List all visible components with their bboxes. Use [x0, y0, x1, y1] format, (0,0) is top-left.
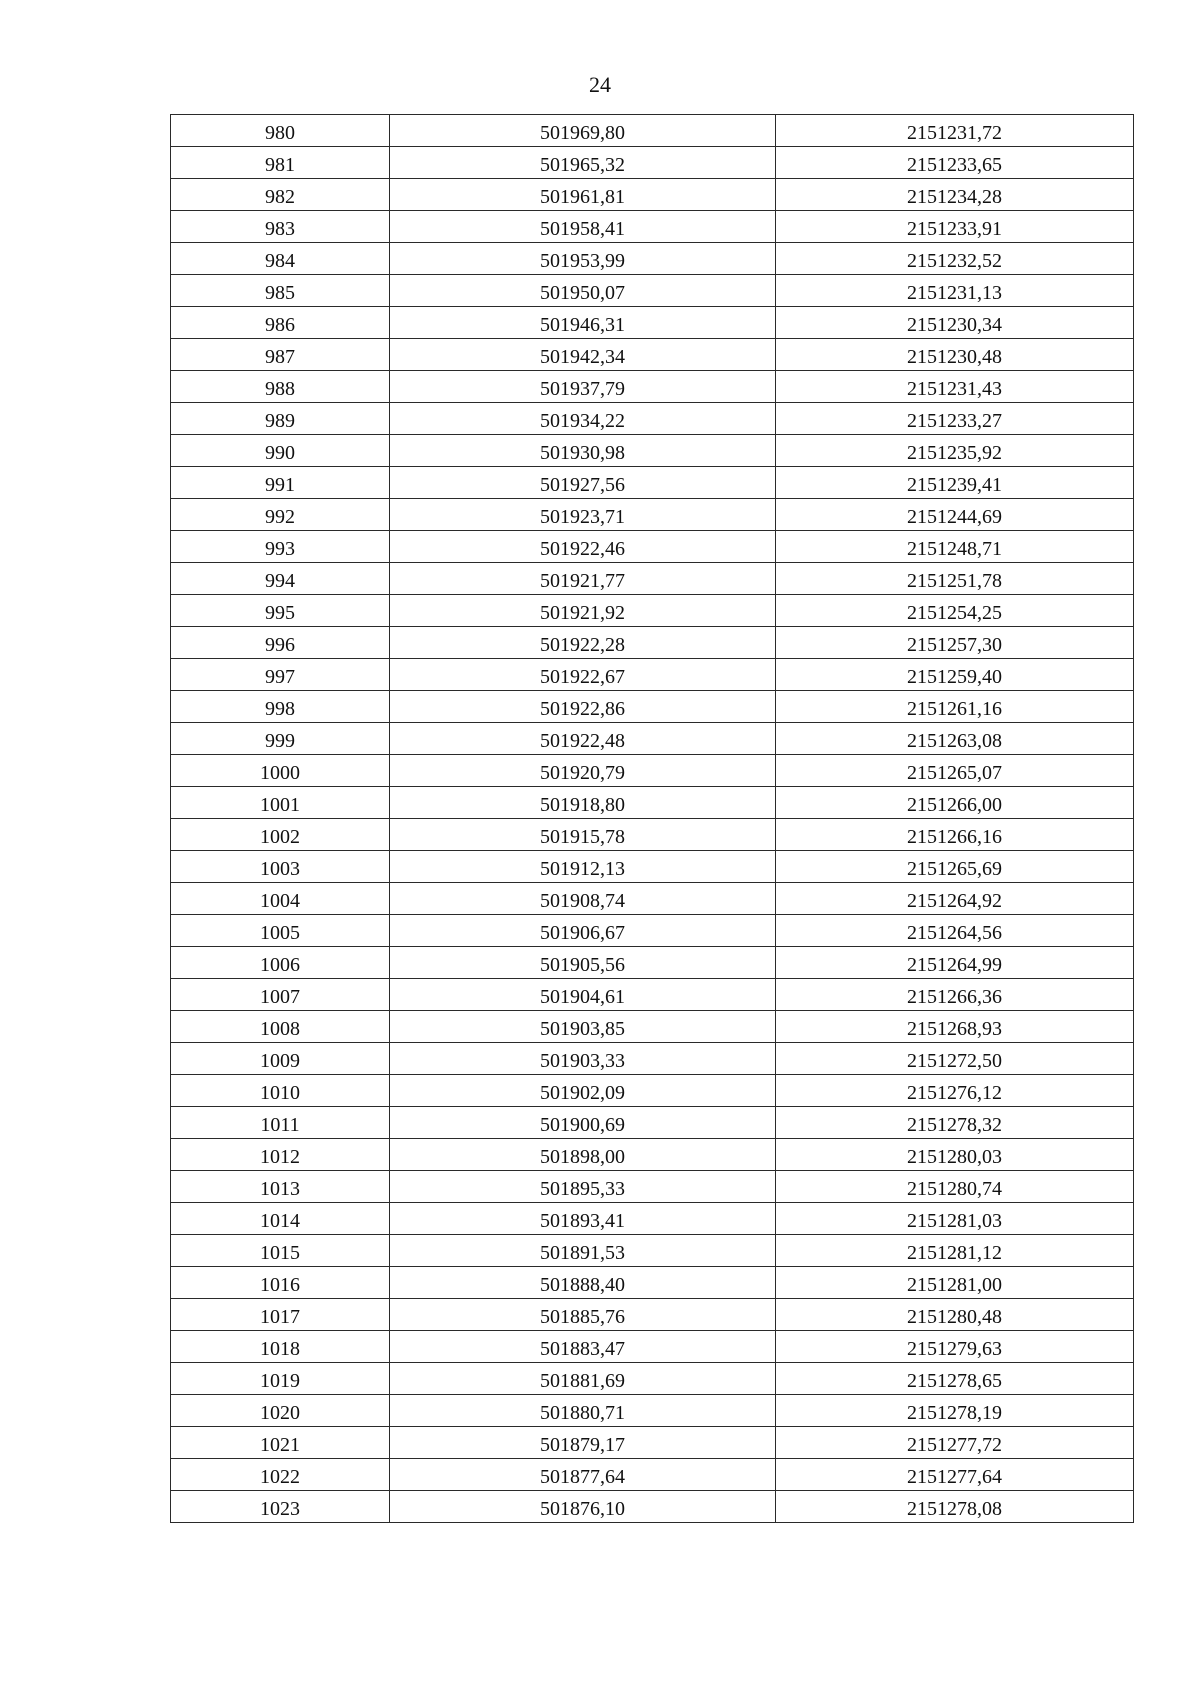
y-coordinate-cell: 2151231,43 [776, 371, 1134, 403]
y-coordinate-cell: 2151280,74 [776, 1171, 1134, 1203]
point-number-cell: 1005 [171, 915, 390, 947]
table-row [171, 563, 1134, 595]
x-coordinate-cell: 501888,40 [390, 1267, 776, 1299]
y-coordinate-cell: 2151264,92 [776, 883, 1134, 915]
y-coordinate-cell: 2151268,93 [776, 1011, 1134, 1043]
x-coordinate-cell: 501877,64 [390, 1459, 776, 1491]
x-coordinate-cell: 501930,98 [390, 435, 776, 467]
point-number-cell: 998 [171, 691, 390, 723]
point-number-cell: 988 [171, 371, 390, 403]
x-coordinate-cell: 501908,74 [390, 883, 776, 915]
table-row [171, 1267, 1134, 1299]
x-coordinate-cell: 501923,71 [390, 499, 776, 531]
point-number-cell: 994 [171, 563, 390, 595]
x-coordinate-cell: 501953,99 [390, 243, 776, 275]
y-coordinate-cell: 2151265,69 [776, 851, 1134, 883]
y-coordinate-cell: 2151265,07 [776, 755, 1134, 787]
y-coordinate-cell: 2151251,78 [776, 563, 1134, 595]
table-row [171, 371, 1134, 403]
y-coordinate-cell: 2151272,50 [776, 1043, 1134, 1075]
y-coordinate-cell: 2151230,34 [776, 307, 1134, 339]
table-row [171, 403, 1134, 435]
table-row [171, 1491, 1134, 1523]
point-number-cell: 1006 [171, 947, 390, 979]
point-number-cell: 1011 [171, 1107, 390, 1139]
point-number-cell: 999 [171, 723, 390, 755]
x-coordinate-cell: 501942,34 [390, 339, 776, 371]
table-row [171, 499, 1134, 531]
y-coordinate-cell: 2151277,72 [776, 1427, 1134, 1459]
point-number-cell: 985 [171, 275, 390, 307]
point-number-cell: 984 [171, 243, 390, 275]
y-coordinate-cell: 2151261,16 [776, 691, 1134, 723]
point-number-cell: 1016 [171, 1267, 390, 1299]
table-row [171, 1203, 1134, 1235]
x-coordinate-cell: 501893,41 [390, 1203, 776, 1235]
table-row [171, 947, 1134, 979]
table-row [171, 787, 1134, 819]
table-row [171, 1299, 1134, 1331]
table-row [171, 915, 1134, 947]
y-coordinate-cell: 2151276,12 [776, 1075, 1134, 1107]
x-coordinate-cell: 501958,41 [390, 211, 776, 243]
x-coordinate-cell: 501912,13 [390, 851, 776, 883]
point-number-cell: 1018 [171, 1331, 390, 1363]
point-number-cell: 1023 [171, 1491, 390, 1523]
x-coordinate-cell: 501969,80 [390, 115, 776, 147]
x-coordinate-cell: 501920,79 [390, 755, 776, 787]
point-number-cell: 1001 [171, 787, 390, 819]
point-number-cell: 1021 [171, 1427, 390, 1459]
x-coordinate-cell: 501876,10 [390, 1491, 776, 1523]
x-coordinate-cell: 501880,71 [390, 1395, 776, 1427]
table-row [171, 435, 1134, 467]
y-coordinate-cell: 2151259,40 [776, 659, 1134, 691]
table-row [171, 147, 1134, 179]
x-coordinate-cell: 501895,33 [390, 1171, 776, 1203]
table-row [171, 595, 1134, 627]
x-coordinate-cell: 501937,79 [390, 371, 776, 403]
point-number-cell: 1019 [171, 1363, 390, 1395]
table-row [171, 1107, 1134, 1139]
x-coordinate-cell: 501927,56 [390, 467, 776, 499]
point-number-cell: 995 [171, 595, 390, 627]
x-coordinate-cell: 501898,00 [390, 1139, 776, 1171]
y-coordinate-cell: 2151281,00 [776, 1267, 1134, 1299]
y-coordinate-cell: 2151281,12 [776, 1235, 1134, 1267]
point-number-cell: 982 [171, 179, 390, 211]
point-number-cell: 1008 [171, 1011, 390, 1043]
x-coordinate-cell: 501961,81 [390, 179, 776, 211]
x-coordinate-cell: 501885,76 [390, 1299, 776, 1331]
table-row [171, 1139, 1134, 1171]
x-coordinate-cell: 501918,80 [390, 787, 776, 819]
point-number-cell: 1010 [171, 1075, 390, 1107]
y-coordinate-cell: 2151266,16 [776, 819, 1134, 851]
y-coordinate-cell: 2151234,28 [776, 179, 1134, 211]
point-number-cell: 1002 [171, 819, 390, 851]
x-coordinate-cell: 501915,78 [390, 819, 776, 851]
x-coordinate-cell: 501965,32 [390, 147, 776, 179]
x-coordinate-cell: 501903,85 [390, 1011, 776, 1043]
table-row [171, 115, 1134, 147]
x-coordinate-cell: 501922,28 [390, 627, 776, 659]
point-number-cell: 1017 [171, 1299, 390, 1331]
y-coordinate-cell: 2151239,41 [776, 467, 1134, 499]
y-coordinate-cell: 2151233,65 [776, 147, 1134, 179]
x-coordinate-cell: 501922,48 [390, 723, 776, 755]
table-row [171, 467, 1134, 499]
y-coordinate-cell: 2151230,48 [776, 339, 1134, 371]
y-coordinate-cell: 2151254,25 [776, 595, 1134, 627]
y-coordinate-cell: 2151279,63 [776, 1331, 1134, 1363]
table-row [171, 1011, 1134, 1043]
table-row [171, 1427, 1134, 1459]
table-row [171, 819, 1134, 851]
x-coordinate-cell: 501881,69 [390, 1363, 776, 1395]
y-coordinate-cell: 2151257,30 [776, 627, 1134, 659]
x-coordinate-cell: 501900,69 [390, 1107, 776, 1139]
point-number-cell: 1020 [171, 1395, 390, 1427]
table-row [171, 883, 1134, 915]
point-number-cell: 980 [171, 115, 390, 147]
table-row [171, 1459, 1134, 1491]
point-number-cell: 1022 [171, 1459, 390, 1491]
table-row [171, 659, 1134, 691]
point-number-cell: 989 [171, 403, 390, 435]
y-coordinate-cell: 2151278,08 [776, 1491, 1134, 1523]
point-number-cell: 986 [171, 307, 390, 339]
table-row [171, 1395, 1134, 1427]
table-row [171, 851, 1134, 883]
y-coordinate-cell: 2151278,19 [776, 1395, 1134, 1427]
x-coordinate-cell: 501903,33 [390, 1043, 776, 1075]
point-number-cell: 987 [171, 339, 390, 371]
x-coordinate-cell: 501891,53 [390, 1235, 776, 1267]
table-row [171, 1075, 1134, 1107]
table-row [171, 275, 1134, 307]
table-row [171, 1363, 1134, 1395]
x-coordinate-cell: 501922,67 [390, 659, 776, 691]
x-coordinate-cell: 501883,47 [390, 1331, 776, 1363]
x-coordinate-cell: 501906,67 [390, 915, 776, 947]
y-coordinate-cell: 2151231,13 [776, 275, 1134, 307]
point-number-cell: 1013 [171, 1171, 390, 1203]
y-coordinate-cell: 2151235,92 [776, 435, 1134, 467]
y-coordinate-cell: 2151264,56 [776, 915, 1134, 947]
table-row [171, 1235, 1134, 1267]
y-coordinate-cell: 2151233,91 [776, 211, 1134, 243]
x-coordinate-cell: 501921,92 [390, 595, 776, 627]
table-row [171, 723, 1134, 755]
y-coordinate-cell: 2151280,03 [776, 1139, 1134, 1171]
x-coordinate-cell: 501879,17 [390, 1427, 776, 1459]
point-number-cell: 1003 [171, 851, 390, 883]
y-coordinate-cell: 2151277,64 [776, 1459, 1134, 1491]
x-coordinate-cell: 501902,09 [390, 1075, 776, 1107]
coordinates-table-body [171, 115, 1134, 1523]
y-coordinate-cell: 2151281,03 [776, 1203, 1134, 1235]
y-coordinate-cell: 2151266,00 [776, 787, 1134, 819]
y-coordinate-cell: 2151278,32 [776, 1107, 1134, 1139]
y-coordinate-cell: 2151233,27 [776, 403, 1134, 435]
page-number: 24 [589, 72, 611, 97]
table-row [171, 691, 1134, 723]
point-number-cell: 1004 [171, 883, 390, 915]
x-coordinate-cell: 501904,61 [390, 979, 776, 1011]
table-row [171, 307, 1134, 339]
point-number-cell: 996 [171, 627, 390, 659]
point-number-cell: 983 [171, 211, 390, 243]
table-row [171, 211, 1134, 243]
point-number-cell: 997 [171, 659, 390, 691]
table-row [171, 979, 1134, 1011]
x-coordinate-cell: 501921,77 [390, 563, 776, 595]
y-coordinate-cell: 2151266,36 [776, 979, 1134, 1011]
point-number-cell: 1007 [171, 979, 390, 1011]
point-number-cell: 1000 [171, 755, 390, 787]
table-row [171, 755, 1134, 787]
point-number-cell: 1015 [171, 1235, 390, 1267]
x-coordinate-cell: 501946,31 [390, 307, 776, 339]
x-coordinate-cell: 501905,56 [390, 947, 776, 979]
y-coordinate-cell: 2151244,69 [776, 499, 1134, 531]
table-row [171, 179, 1134, 211]
point-number-cell: 991 [171, 467, 390, 499]
table-row [171, 531, 1134, 563]
y-coordinate-cell: 2151280,48 [776, 1299, 1134, 1331]
y-coordinate-cell: 2151278,65 [776, 1363, 1134, 1395]
table-row [171, 339, 1134, 371]
table-row [171, 627, 1134, 659]
point-number-cell: 981 [171, 147, 390, 179]
point-number-cell: 990 [171, 435, 390, 467]
table-row [171, 243, 1134, 275]
y-coordinate-cell: 2151248,71 [776, 531, 1134, 563]
x-coordinate-cell: 501922,46 [390, 531, 776, 563]
point-number-cell: 1009 [171, 1043, 390, 1075]
point-number-cell: 1014 [171, 1203, 390, 1235]
x-coordinate-cell: 501950,07 [390, 275, 776, 307]
y-coordinate-cell: 2151264,99 [776, 947, 1134, 979]
table-row [171, 1043, 1134, 1075]
y-coordinate-cell: 2151232,52 [776, 243, 1134, 275]
table-row [171, 1171, 1134, 1203]
point-number-cell: 993 [171, 531, 390, 563]
point-number-cell: 1012 [171, 1139, 390, 1171]
x-coordinate-cell: 501934,22 [390, 403, 776, 435]
table-row [171, 1331, 1134, 1363]
y-coordinate-cell: 2151263,08 [776, 723, 1134, 755]
x-coordinate-cell: 501922,86 [390, 691, 776, 723]
y-coordinate-cell: 2151231,72 [776, 115, 1134, 147]
coordinates-table [170, 114, 1134, 1523]
point-number-cell: 992 [171, 499, 390, 531]
